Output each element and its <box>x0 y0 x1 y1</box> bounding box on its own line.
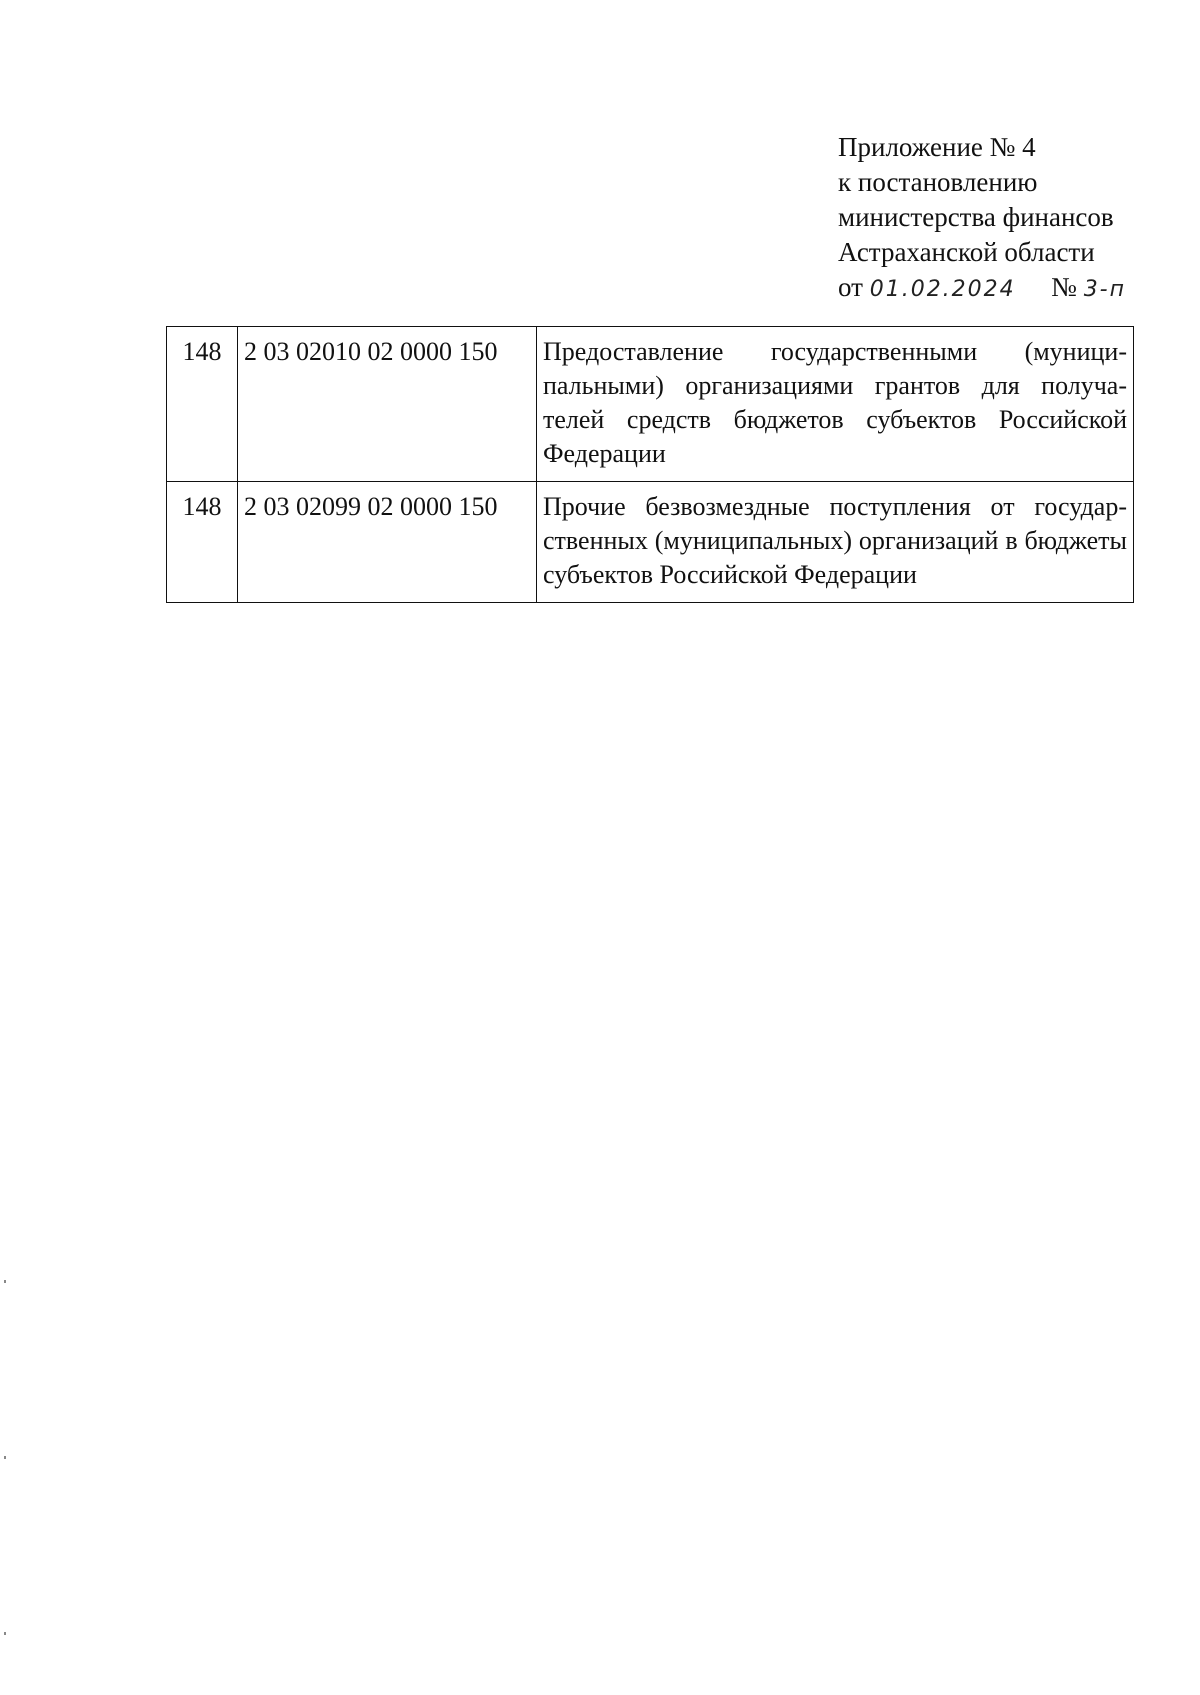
handwritten-date: 01.02.2024 <box>869 277 1016 302</box>
table-row <box>167 482 1134 603</box>
admin-code-cell: 148 <box>167 482 238 603</box>
appendix-region-line: Астраханской области <box>838 237 1095 267</box>
appendix-title: Приложение № 4 <box>838 132 1036 162</box>
scan-speck <box>4 1456 6 1459</box>
appendix-header <box>838 130 1126 307</box>
revenue-name-cell: Предоставление государственными (муници-пальными) организациями грантов для получа-телей средств бюджетов субъектов Российской Федерации <box>537 327 1134 482</box>
appendix-resolution-line: к постановлению <box>838 167 1038 197</box>
budget-code-cell: 2 03 02099 02 0000 150 <box>238 482 537 603</box>
scan-speck <box>4 1280 6 1283</box>
revenue-name-cell: Прочие безвозмездные поступления от государ-ственных (муниципальных) организаций в бюджеты субъектов Российской Федерации <box>537 482 1134 603</box>
budget-code-cell: 2 03 02010 02 0000 150 <box>238 327 537 482</box>
appendix-ministry-line: министерства финансов <box>838 202 1114 232</box>
handwritten-number: 3-п <box>1083 277 1127 302</box>
admin-code-cell: 148 <box>167 327 238 482</box>
appendix-date-line <box>838 270 1126 307</box>
budget-codes-table <box>166 326 1134 603</box>
date-prefix: от <box>838 272 863 302</box>
scan-speck <box>4 1632 6 1635</box>
number-prefix: № <box>1051 272 1077 302</box>
table-row <box>167 327 1134 482</box>
